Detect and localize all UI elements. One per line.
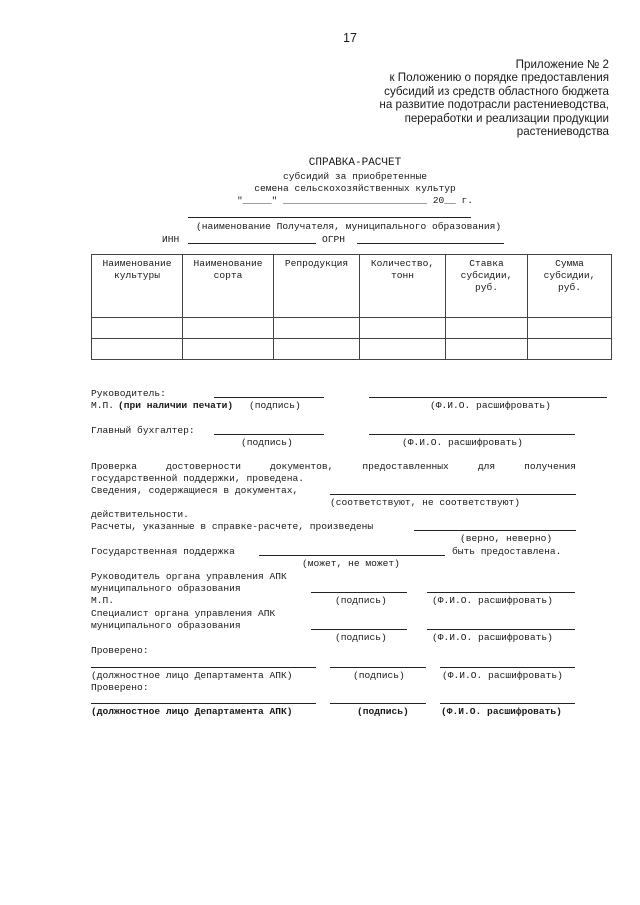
table-cell[interactable] — [360, 318, 446, 339]
table-header-row — [92, 255, 612, 318]
table-cell[interactable] — [274, 318, 360, 339]
support-label: Государственная поддержка — [91, 546, 235, 557]
calculations-label: Расчеты, указанные в справке-расчете, произведены — [91, 521, 374, 532]
apk-specialist-signature-field[interactable] — [311, 629, 407, 630]
accountant-fio-field[interactable] — [369, 434, 575, 435]
calculations-field[interactable] — [414, 530, 576, 531]
official-fio-field[interactable] — [440, 667, 575, 668]
recipient-name-field[interactable] — [188, 217, 471, 218]
stamp-label: М.П. — [91, 400, 115, 411]
official-field[interactable] — [91, 703, 316, 704]
table-cell[interactable] — [446, 318, 528, 339]
documents-conformity-field[interactable] — [330, 494, 576, 495]
stamp-label: М.П. — [91, 595, 115, 606]
table-cell[interactable] — [446, 339, 528, 360]
document-title: СПРАВКА-РАСЧЕТ — [308, 157, 402, 169]
verification-text: государственной поддержки, проведена. — [91, 473, 305, 484]
column-header: Ставка субсидии, руб. — [446, 255, 528, 318]
head-fio-field[interactable] — [369, 397, 607, 398]
verification-text: Проверка достоверности документов, предоставленных для получения — [91, 461, 576, 472]
apk-head-fio-field[interactable] — [427, 592, 575, 593]
table-cell[interactable] — [528, 318, 612, 339]
table-cell[interactable] — [92, 318, 183, 339]
recipient-caption: (наименование Получателя, муниципального образования) — [196, 221, 502, 232]
appendix-line: переработки и реализации продукции — [404, 111, 609, 125]
support-tail: быть предоставлена. — [452, 546, 562, 557]
title-line: семена сельскохозяйственных культур — [254, 183, 456, 194]
documents-label: Сведения, содержащиеся в документах, — [91, 485, 299, 496]
apk-specialist-label: Специалист органа управления АПК — [91, 608, 276, 619]
signature-caption: (подпись) — [249, 400, 301, 411]
table-cell[interactable] — [183, 339, 274, 360]
fio-caption: (Ф.И.О. расшифровать) — [430, 400, 551, 411]
subsidy-table — [91, 254, 612, 360]
official-caption: (должностное лицо Департамента АПК) — [91, 670, 293, 681]
conformity-caption: (соответствуют, не соответствуют) — [330, 497, 520, 508]
signature-caption: (подпись) — [335, 595, 387, 606]
head-signature-field[interactable] — [214, 397, 324, 398]
fio-caption: (Ф.И.О. расшифровать) — [441, 706, 562, 717]
title-line: субсидий за приобретенные — [283, 171, 427, 182]
table-cell[interactable] — [92, 339, 183, 360]
column-header: Наименование сорта — [183, 255, 274, 318]
official-field[interactable] — [91, 667, 316, 668]
support-decision-field[interactable] — [259, 555, 445, 556]
table-cell[interactable] — [528, 339, 612, 360]
table-cell[interactable] — [360, 339, 446, 360]
inn-field[interactable] — [188, 243, 316, 244]
page-number: 17 — [343, 31, 357, 45]
ogrn-label: ОГРН — [322, 234, 346, 245]
ogrn-field[interactable] — [357, 243, 504, 244]
checked-label: Проверено: — [91, 645, 149, 656]
apk-head-label: муниципального образования — [91, 583, 241, 594]
table-cell[interactable] — [274, 339, 360, 360]
accountant-signature-field[interactable] — [214, 434, 324, 435]
head-label: Руководитель: — [91, 388, 166, 399]
accountant-label: Главный бухгалтер: — [91, 425, 195, 436]
appendix-line: растениеводства — [516, 125, 609, 139]
appendix-line: к Положению о порядке предоставления — [389, 71, 609, 85]
fio-caption: (Ф.И.О. расшифровать) — [432, 595, 553, 606]
column-header: Количество, тонн — [360, 255, 446, 318]
appendix-line: субсидий из средств областного бюджета — [384, 84, 609, 98]
official-signature-field[interactable] — [330, 667, 426, 668]
correctness-caption: (верно, неверно) — [460, 533, 553, 544]
apk-head-label: Руководитель органа управления АПК — [91, 571, 287, 582]
appendix-line: на развитие подотрасли растениеводства, — [379, 98, 609, 112]
appendix-header — [379, 58, 609, 138]
validity-text: действительности. — [91, 509, 189, 520]
fio-caption: (Ф.И.О. расшифровать) — [442, 670, 563, 681]
official-signature-field[interactable] — [330, 703, 426, 704]
fio-caption: (Ф.И.О. расшифровать) — [432, 632, 553, 643]
official-fio-field[interactable] — [440, 703, 575, 704]
table-cell[interactable] — [183, 318, 274, 339]
stamp-note: (при наличии печати) — [118, 400, 234, 411]
inn-label: ИНН — [162, 234, 180, 245]
apk-specialist-fio-field[interactable] — [427, 629, 575, 630]
table-row — [92, 318, 612, 339]
date-line: "_____" _________________________ 20__ г. — [236, 195, 474, 206]
official-caption: (должностное лицо Департамента АПК) — [91, 706, 293, 717]
apk-head-signature-field[interactable] — [311, 592, 407, 593]
support-caption: (может, не может) — [302, 558, 400, 569]
signature-caption: (подпись) — [241, 437, 293, 448]
signature-caption: (подпись) — [335, 632, 387, 643]
checked-label: Проверено: — [91, 682, 149, 693]
column-header: Репродукция — [274, 255, 360, 318]
appendix-line: Приложение № 2 — [515, 58, 609, 71]
column-header: Сумма субсидии, руб. — [528, 255, 612, 318]
signature-caption: (подпись) — [357, 706, 409, 717]
column-header: Наименование культуры — [92, 255, 183, 318]
table-row — [92, 339, 612, 360]
apk-specialist-label: муниципального образования — [91, 620, 241, 631]
fio-caption: (Ф.И.О. расшифровать) — [402, 437, 523, 448]
signature-caption: (подпись) — [353, 670, 405, 681]
